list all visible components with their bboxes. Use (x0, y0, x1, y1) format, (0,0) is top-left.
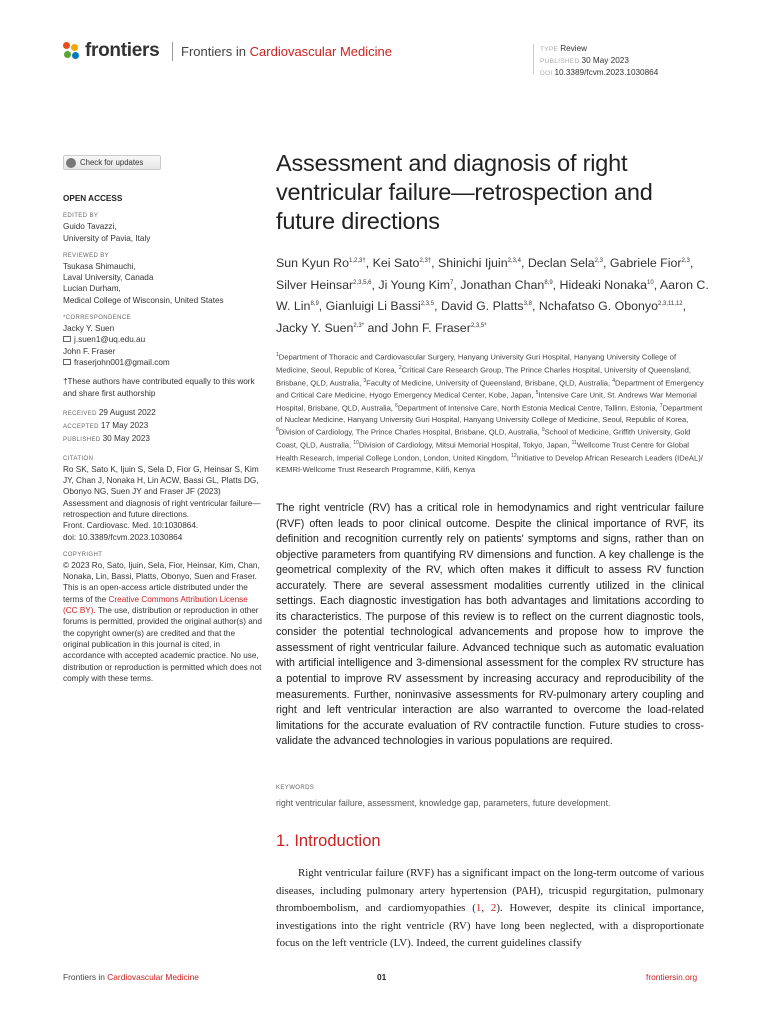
accepted-date: ACCEPTED 17 May 2023 (63, 421, 149, 431)
affiliation-text: Wellcome Trust Centre for Global Health Research, Imperial College London, London, United Kingdom, (276, 440, 689, 463)
received-date: RECEIVED 29 August 2022 (63, 407, 156, 417)
citation-doi[interactable]: doi: 10.3389/fcvm.2023.1030864 (63, 532, 183, 542)
author-list: Sun Kyun $Ro^{1,2,3\dagger}$, Kei Sato$^{2,3\dagger}$, Shinichi Ijuin$^{2,3,4}$, Declan Sela$^{2,3}$, Gabriele Fior$^{2,3}$, Silver Heinsar$^{2,3,5,6}$, Ji Young Kim$^7$, Jonathan Chan$^{8,9}$, Hideaki Nonaka$^{10}$, Aaron C. W. Lin$^{8,9}$, Gianluigi Li Bassi$^{2,3,5}$, David G. Platts$^{3,8}$, Nchafatso G. Obonyo$^{2,3,11,12}$, Jacky Y. Suen$^{2,3*}$ and John F. Fraser$^{2,3,5*}$ (276, 256, 709, 336)
reviewer-affiliation: Laval University, Canada (63, 273, 154, 283)
author-name[interactable]: Nchafatso G. Obonyo (538, 299, 658, 314)
abstract: The right ventricle (RV) has a critical role in hemodynamics and right ventricular failure (RVF) often leads to poor clinical outcome. Despite the clinical importance of RVF, its definition and recognition currently rely on patients' symptoms and signs, rather than on objective parameters from quantifying RV dimensions and function. A key challenge is the geometrical complexity of the RV, which often makes it difficult to assess RV function accurately. There are several assessment modalities currently utilized in the clinical settings. Each diagnostic investigation has both advantages and limitations according to its characteristics. The purpose of this review is to reflect on the current diagnostic tools, consider the potential technological advancements and propose how to improve the assessment of right ventricular failure. Advanced technique such as automatic evaluation with artificial intelligence and 3-dimensional assessment for the complex RV structure has a potential to improve RV assessment by increasing accuracy and reproducibility of the measurements. Further, noninvasive assessments for RV-pulmonary artery coupling and right and left ventricular interaction are also warranted to overcome the load-related limitations for the accurate evaluation of RV contractile function. Future studies to cross-validate the advanced technologies in various populations are required. (276, 502, 704, 748)
author-name[interactable]: Silver Heinsar (276, 277, 354, 292)
affiliation-text: Initiative to Develop African Research Leaders (IDeAL)/ KEMRI-Wellcome Trust Research Programme, Kilifi, Kenya (276, 453, 703, 474)
mail-icon (63, 336, 71, 342)
author-affil-sup: 2,3 (681, 258, 690, 264)
affiliation-text: School of Medicine, Griffith University, Gold Coast, QLD, Australia, (276, 427, 691, 450)
author-affil-sup: 7 (450, 279, 454, 286)
journal-name[interactable]: Frontiers in Cardiovascular Medicine (181, 44, 392, 59)
affiliation-text: Division of Cardiology, Mitsui Memorial Hospital, Tokyo, Japan, (358, 440, 572, 450)
affiliation-text: Department of Intensive Care, North Estonia Medical Centre, Tallinn, Estonia, (397, 403, 660, 413)
author-affil-sup: 10 (647, 279, 654, 286)
reference-link[interactable]: 2 (490, 902, 497, 915)
author-name[interactable]: Gianluigi Li Bassi (325, 299, 421, 314)
author-name[interactable]: Aaron C. W. Lin (276, 277, 709, 314)
author-affil-sup: 2,3† (419, 258, 432, 264)
author-name[interactable]: Jonathan Chan (460, 277, 545, 292)
reviewer-name: Lucian Durham, (63, 284, 121, 294)
affiliation-number: 12 (511, 453, 517, 460)
author-affil-sup: 1,2,3† (349, 258, 366, 264)
author-name[interactable]: Sun Kyun Ro (276, 256, 350, 271)
affiliation-text: Department of Emergency and Critical Care Medicine, Hyogo Emergency Medical Center, Kobe, Japan, (276, 378, 704, 401)
sidebar (63, 155, 263, 684)
author-affil-sup: 2,3,4 (507, 258, 521, 264)
author-affil-sup: 2,3 (594, 258, 603, 264)
published-date: PUBLISHED 30 May 2023 (63, 434, 150, 444)
author-affil-sup: 8,9 (544, 279, 553, 286)
reviewed-by-label: REVIEWED BY (63, 252, 110, 259)
affiliation-number: 8 (276, 427, 279, 434)
editor-name: Guido Tavazzi, (63, 222, 117, 232)
correspondent-email-row[interactable]: j.suen1@uq.edu.au (63, 334, 263, 345)
copyright-label: COPYRIGHT (63, 551, 103, 558)
keywords: right ventricular failure, assessment, knowledge gap, parameters, future development. (276, 798, 611, 808)
reviewer-name: Tsukasa Shimauchi, (63, 261, 136, 271)
affiliation-number: 3 (363, 377, 367, 384)
author-affil-sup: 2,3* (353, 323, 365, 330)
article-type: Review (560, 44, 588, 53)
author-name[interactable]: Jacky Y. Suen (276, 321, 354, 336)
affiliation-text: Department of Thoracic and Cardiovascular Surgery, Hanyang University Guri Hospital, Hanyang University College of Medicine, Seoul, Republic of Korea, (276, 352, 677, 375)
open-access-label: OPEN ACCESS (63, 194, 123, 203)
keywords-label: KEYWORDS (276, 785, 315, 791)
affiliation-text: Critical Care Research Group, The Prince Charles Hospital, University of Queensland, Brisbane, QLD, Australia, (276, 365, 692, 388)
author-name[interactable]: Shinichi Ijuin (438, 256, 508, 271)
affiliation-number: 5 (535, 390, 539, 397)
author-affil-sup: 2,3,5* (470, 323, 487, 330)
correspondent-email-row[interactable]: fraserjohn001@gmail.com (63, 357, 263, 368)
affiliation-text: Department of Nuclear Medicine, Hanyang University Guri Hospital, Hanyang University College of Medicine, Seoul, Republic of Korea, (276, 403, 703, 425)
article-meta: TYPE Review PUBLISHED 30 May 2023 DOI 10.3389/fcvm.2023.1030864 (540, 44, 659, 77)
author-name[interactable]: John F. Fraser (391, 321, 471, 336)
citation-label: CITATION (63, 455, 94, 462)
section-title: 1. Introduction (276, 832, 381, 850)
citation-text: Ro SK, Sato K, Ijuin S, Sela D, Fior G, Heinsar S, Kim JY, Chan J, Nonaka H, Lin ACW, Bassi GL, Platts DG, Obonyo NG, Suen JY and Fraser JF (2023) Assessment and diagnosis of right ventricular failure—retrospection and future directions. (63, 464, 261, 519)
reference-link[interactable]: 1 (475, 902, 482, 915)
check-updates-button[interactable]: Check for updates (63, 155, 161, 170)
frontiers-logo-icon (63, 42, 81, 60)
editor-affiliation: University of Pavia, Italy (63, 233, 151, 243)
article-doi[interactable]: 10.3389/fcvm.2023.1030864 (554, 67, 659, 77)
correspondent-name: Jacky Y. Suen (63, 324, 115, 334)
affiliation-text: Faculty of Medicine, University of Queensland, Brisbane, QLD, Australia, (366, 378, 613, 388)
page-number: 01 (377, 972, 387, 982)
author-name[interactable]: Declan Sela (527, 256, 595, 271)
affiliation-number: 4 (612, 377, 616, 384)
affiliation-number: 9 (541, 427, 545, 434)
citation-journal: Front. Cardiovasc. Med. 10:1030864. (63, 521, 199, 531)
affiliation-text: Division of Cardiology, The Prince Charles Hospital, Brisbane, QLD, Australia, (278, 427, 542, 437)
author-name[interactable]: Gabriele Fior (609, 256, 682, 271)
author-name[interactable]: Ji Young Kim (378, 277, 451, 292)
author-name[interactable]: Hideaki Nonaka (559, 277, 648, 292)
mail-icon (63, 359, 71, 365)
brand-name: frontiers (85, 40, 160, 61)
author-name[interactable]: David G. Platts (440, 299, 524, 314)
author-affil-sup: 2,3,11,12 (658, 301, 683, 308)
affiliation-number: 10 (353, 440, 359, 447)
update-icon (66, 158, 76, 168)
copyright-text: © 2023 Ro, Sato, Ijuin, Sela, Fior, Heinsar, Kim, Chan, Nonaka, Lin, Bassi, Platts, Obonyo, Suen and Fraser. This is an open-access article distributed under the terms of the Creative Commons Attribution License (CC BY). The use, distribution or reproduction in other forums is permitted, provided the original author(s) and the copyright owner(s) are credited and that the original publication in this journal is cited, in accordance with accepted academic practice. No use, distribution or reproduction is permitted which does not comply with these terms. (63, 560, 262, 683)
correspondent-name: John F. Fraser (63, 346, 116, 356)
reviewer-affiliation: Medical College of Wisconsin, United States (63, 295, 224, 305)
author-name[interactable]: Kei Sato (372, 256, 420, 271)
correspondence-label: *CORRESPONDENCE (63, 315, 132, 322)
frontiers-logo[interactable] (63, 40, 159, 62)
author-affil-sup: 3,8 (523, 301, 532, 308)
meta-divider (533, 44, 534, 74)
affiliation-number: 7 (659, 403, 663, 410)
affiliation-number: 2 (398, 364, 402, 371)
license-link[interactable]: Creative Commons Attribution License (CC BY). (63, 594, 248, 616)
affiliation-number: 11 (571, 440, 577, 447)
edited-by-label: EDITED BY (63, 213, 99, 220)
equal-contribution-note: †These authors have contributed equally to this work and share first authorship (63, 377, 255, 398)
header-divider (172, 42, 173, 61)
author-affil-sup: 2,3,5 (420, 301, 435, 308)
intro-paragraph: Right ventricular failure (RVF) has a significant impact on the long-term outcome of various diseases, including pulmonary artery hypertension (PAH), tricuspid regurgitation, pulmonary thromboembolism, and cardiomyopathies (1, 2). However, despite its clinical importance, investigations into the right ventricle (RV) have long been neglected, with a disproportionate focus on the left ventricle (LV). Indeed, the current guidelines classify (276, 867, 704, 950)
publish-date: 30 May 2023 (581, 55, 629, 65)
affiliation-number: 1 (276, 352, 279, 358)
author-affil-sup: 2,3,5,6 (353, 279, 372, 286)
footer-site-link[interactable]: frontiersin.org (646, 972, 698, 982)
affiliation-text: Intensive Care Unit, St. Andrews War Memorial Hospital, Brisbane, QLD, Australia, (276, 391, 697, 413)
affiliation-number: 6 (395, 403, 398, 410)
article-title: Assessment and diagnosis of right ventricular failure—retrospection and future directions (276, 150, 653, 234)
author-affil-sup: 8,9 (310, 301, 319, 308)
footer-journal[interactable]: Frontiers in Cardiovascular Medicine (63, 972, 199, 982)
affiliations (276, 350, 708, 475)
